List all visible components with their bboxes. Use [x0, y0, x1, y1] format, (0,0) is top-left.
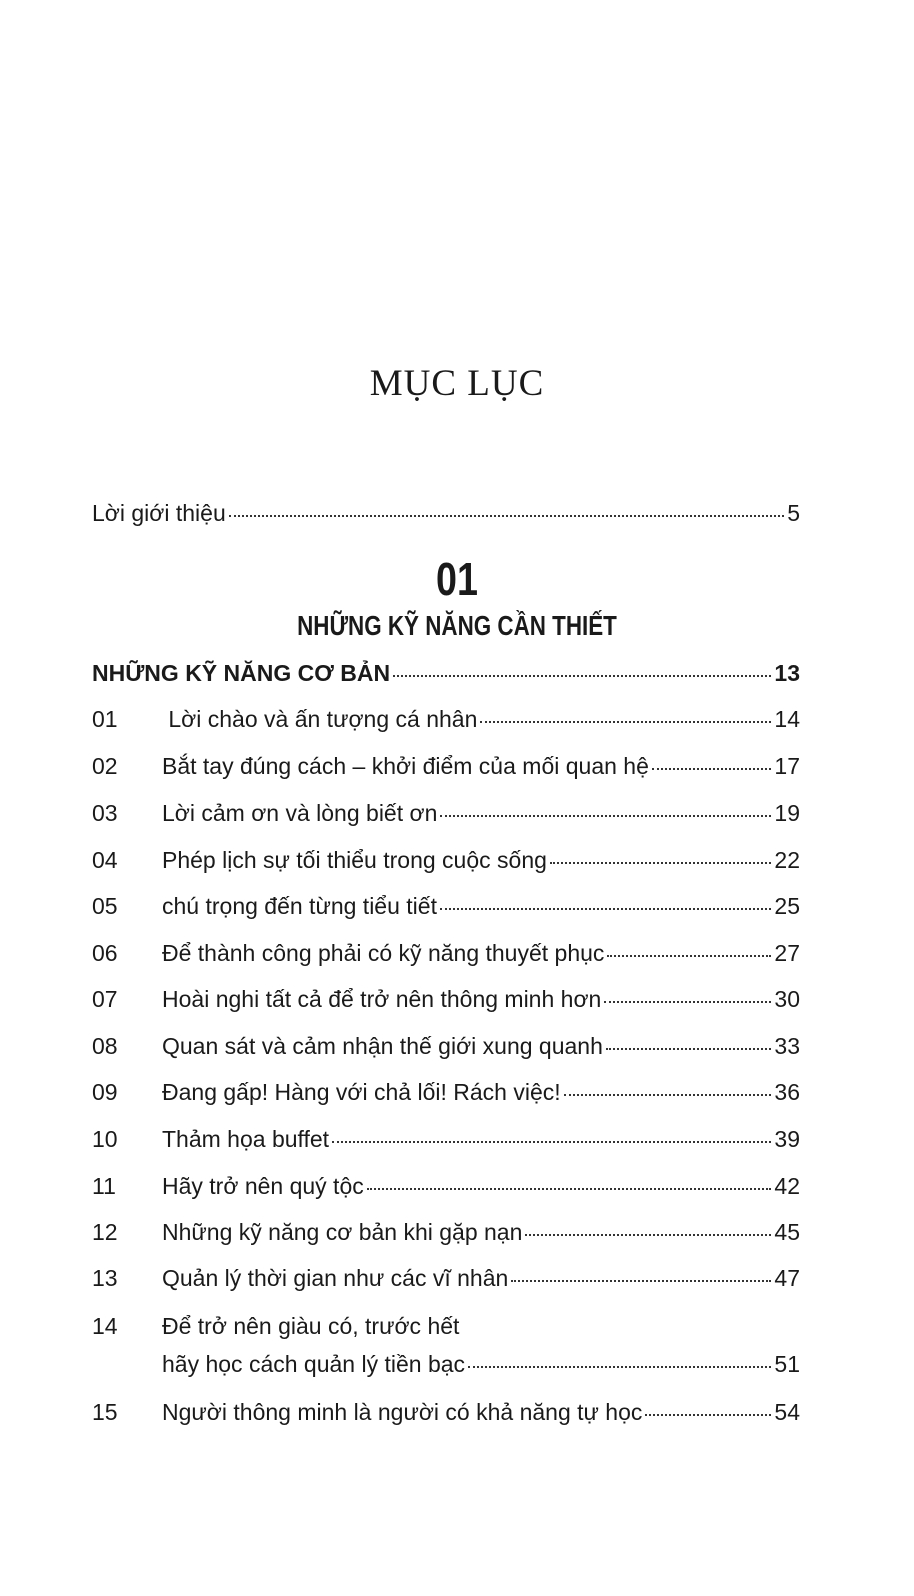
toc-entry[interactable] [92, 1173, 800, 1200]
dot-leader [393, 675, 771, 677]
toc-entry-page: 17 [774, 753, 800, 779]
toc-entry-intro[interactable] [92, 500, 800, 527]
toc-entry-label: Bắt tay đúng cách – khởi điểm của mối quan hệ [162, 753, 649, 779]
toc-entry[interactable] [92, 1033, 800, 1060]
toc-entry-label: Phép lịch sự tối thiểu trong cuộc sống [162, 847, 547, 873]
dot-leader [367, 1188, 772, 1190]
toc-entry-label: Đang gấp! Hàng với chả lối! Rách việc! [162, 1079, 561, 1105]
dot-leader [480, 721, 771, 723]
toc-entry-number: 01 [92, 706, 118, 732]
toc-entry-page: 33 [774, 1033, 800, 1059]
toc-entry-page: 5 [787, 500, 800, 526]
toc-entry-page: 30 [774, 986, 800, 1012]
part-title: NHỮNG KỸ NĂNG CẦN THIẾT [297, 610, 617, 641]
toc-entry-page: 27 [774, 940, 800, 966]
toc-entry-number: 11 [92, 1173, 116, 1199]
toc-entry-label: Lời cảm ơn và lòng biết ơn [162, 800, 438, 826]
toc-entry-number: 08 [92, 1033, 118, 1059]
toc-entry-label: Lời chào và ấn tượng cá nhân [162, 706, 478, 732]
toc-entry[interactable] [92, 893, 800, 920]
toc-entry-number: 10 [92, 1126, 118, 1152]
toc-entry-number: 12 [92, 1219, 118, 1245]
toc-entry-label: Người thông minh là người có khả năng tự học [162, 1399, 643, 1425]
toc-entry-page: 22 [774, 847, 800, 873]
toc-entry[interactable] [92, 847, 800, 874]
toc-entry-page: 45 [774, 1219, 800, 1245]
dot-leader [652, 768, 772, 770]
toc-entry-number: 09 [92, 1079, 118, 1105]
toc-entry[interactable] [92, 800, 800, 827]
toc-entry-label: hãy học cách quản lý tiền bạc [162, 1351, 466, 1377]
toc-entry-number: 15 [92, 1399, 118, 1425]
dot-leader [468, 1366, 771, 1368]
toc-entry[interactable] [92, 940, 800, 967]
dot-leader [564, 1094, 772, 1096]
toc-entry-label: Quản lý thời gian như các vĩ nhân [162, 1265, 509, 1291]
dot-leader [604, 1001, 771, 1003]
dot-leader [440, 815, 771, 817]
toc-entry-continuation[interactable] [162, 1351, 800, 1378]
toc-entry-number: 05 [92, 893, 118, 919]
toc-entry[interactable] [92, 986, 800, 1013]
dot-leader [511, 1280, 771, 1282]
toc-entry[interactable] [92, 1265, 800, 1292]
toc-entry-page: 54 [774, 1399, 800, 1425]
toc-entry[interactable] [92, 1126, 800, 1153]
toc-entry[interactable] [92, 706, 800, 733]
toc-entry-label: NHỮNG KỸ NĂNG CƠ BẢN [92, 660, 391, 686]
toc-entry-first-line[interactable] [92, 1313, 459, 1340]
toc-entry-page: 47 [774, 1265, 800, 1291]
dot-leader [607, 955, 771, 957]
toc-entry-number: 04 [92, 847, 118, 873]
dot-leader [606, 1048, 772, 1050]
toc-entry-label: Quan sát và cảm nhận thế giới xung quanh [162, 1033, 603, 1059]
toc-entry-page: 36 [774, 1079, 800, 1105]
dot-leader [440, 908, 771, 910]
toc-entry[interactable] [92, 1219, 800, 1246]
toc-entry-label: Thảm họa buffet [162, 1126, 330, 1152]
dot-leader [229, 515, 784, 517]
toc-entry-page: 13 [774, 660, 800, 686]
toc-entry-number: 07 [92, 986, 118, 1012]
toc-entry-number: 02 [92, 753, 118, 779]
toc-entry[interactable] [92, 1399, 800, 1426]
toc-entry-label: Hoài nghi tất cả để trở nên thông minh hơn [162, 986, 602, 1012]
toc-entry-page: 39 [774, 1126, 800, 1152]
toc-entry-page: 42 [774, 1173, 800, 1199]
dot-leader [332, 1141, 771, 1143]
toc-entry-label-line1: Để trở nên giàu có, trước hết [162, 1313, 460, 1339]
toc-entry-page: 19 [774, 800, 800, 826]
toc-entry[interactable] [92, 753, 800, 780]
toc-entry-number: 06 [92, 940, 118, 966]
toc-entry-label: Hãy trở nên quý tộc [162, 1173, 364, 1199]
toc-entry-number: 14 [92, 1313, 118, 1339]
toc-entry-page: 51 [774, 1351, 800, 1377]
toc-entry-label: Lời giới thiệu [92, 500, 226, 526]
toc-entry-page: 14 [774, 706, 800, 732]
dot-leader [645, 1414, 771, 1416]
dot-leader [525, 1234, 771, 1236]
part-number: 01 [436, 553, 478, 605]
toc-entry-page: 25 [774, 893, 800, 919]
dot-leader [550, 862, 772, 864]
toc-entry-number: 13 [92, 1265, 118, 1291]
page-title: MỤC LỤC [369, 363, 545, 404]
toc-entry[interactable] [92, 1079, 800, 1106]
toc-entry-number: 03 [92, 800, 118, 826]
toc-entry-label: Để thành công phải có kỹ năng thuyết phục [162, 940, 605, 966]
toc-entry-label: chú trọng đến từng tiểu tiết [162, 893, 437, 919]
toc-entry-label: Những kỹ năng cơ bản khi gặp nạn [162, 1219, 523, 1245]
toc-section-heading[interactable] [92, 660, 800, 687]
